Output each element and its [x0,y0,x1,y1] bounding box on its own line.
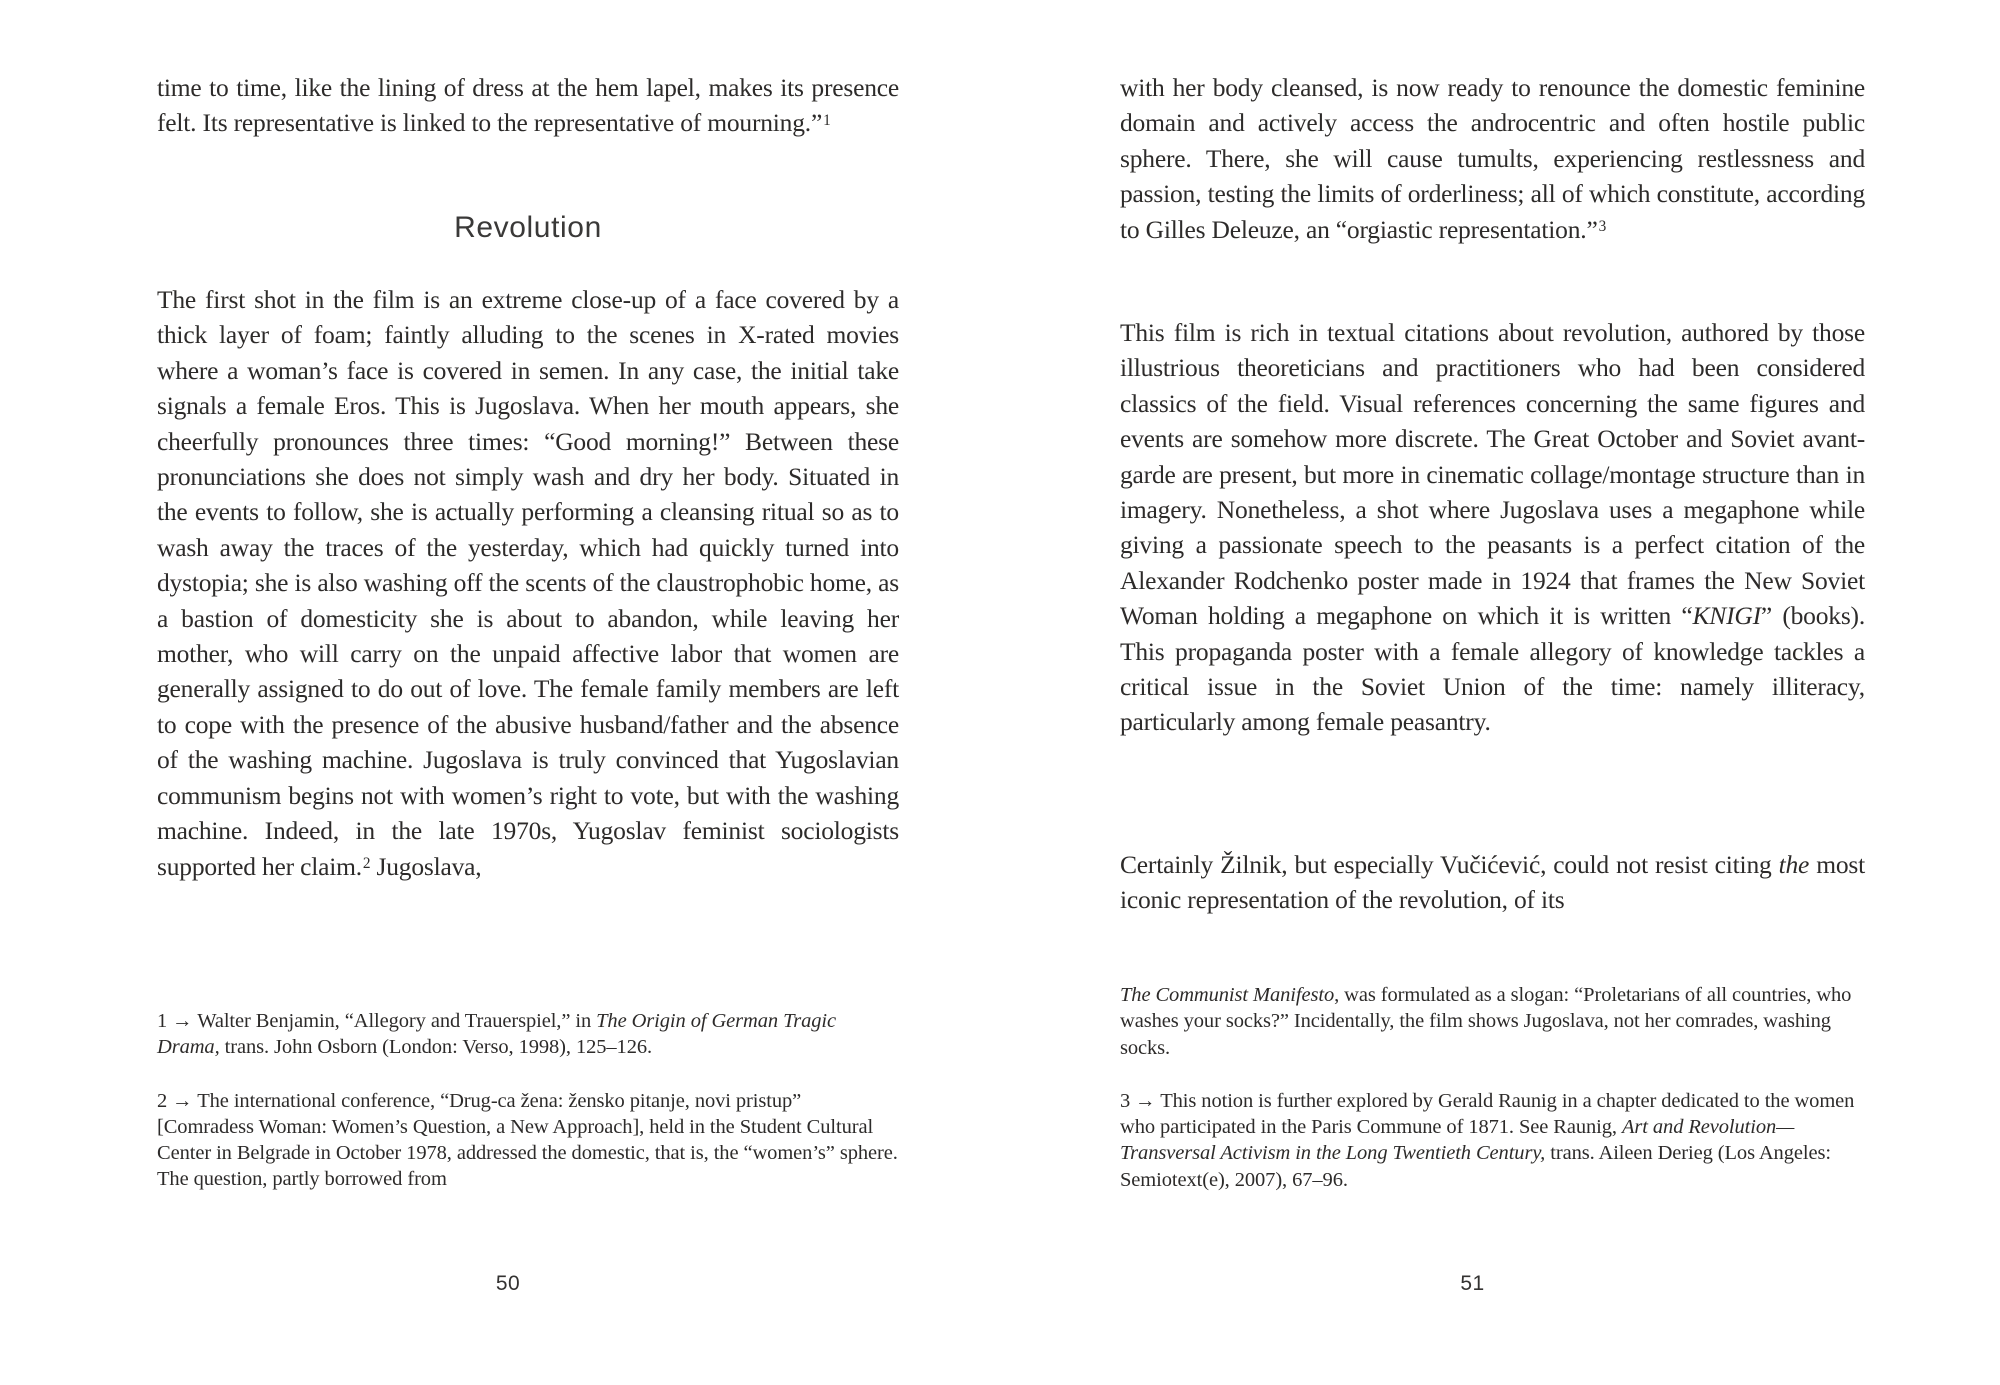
footnote-1: 1 → Walter Benjamin, “Allegory and Trauerspiel,” in The Origin of German Tragic Drama, trans. John Osborn (London: Verso, 1998), 125–126. [157,1010,837,1059]
page-number-left: 50 [495,1272,521,1295]
page-right [1120,0,1865,1385]
right-paragraph-3: Certainly Žilnik, but especially Vučićević, could not resist citing the most iconic representation of the revolution, of its [1120,850,1865,915]
footnote-2-continuation: The Communist Manifesto, was formulated as a slogan: “Proletarians of all countries, who washes your socks?” Incidentally, the film shows Jugoslava, not her comrades, washing socks. [1120,984,1852,1059]
right-paragraph-2: This film is rich in textual citations about revolution, authored by those illustrious theoreticians and practitioners who had been considered classics of the field. Visual references concerning the same figures and events are somehow more discrete. The Great October and Soviet avant-garde are present, but more in cinematic collage/montage structure than in imagery. Nonetheless, a shot where Jugoslava uses a megaphone while giving a passionate speech to the peasants is a perfect citation of the Alexander Rodchenko poster made in 1924 that frames the New Soviet Woman holding a megaphone on which it is written “KNIGI” (books). This propaganda poster with a female allegory of knowledge tackles a critical issue in the Soviet Union of the time: namely illiteracy, particularly among female peasantry. [1120,318,1866,737]
left-main-paragraph: The first shot in the film is an extreme close-up of a face covered by a thick layer of foam; faintly alluding to the scenes in X-rated movies where a woman’s face is covered in semen. In any case, the initial take signals a female Eros. This is Jugoslava. When her mouth appears, she cheerfully pronounces three times: “Good morning!” Between these pronunciations she does not simply wash and dry her body. Situated in the events to follow, she is actually performing a cleansing ritual so as to wash away the traces of the yesterday, which had quickly turned into dystopia; she is also washing off the scents of the claustrophobic home, as a bastion of domesticity she is about to abandon, while leaving her mother, who will carry on the unpaid affective labor that women are generally assigned to do out of love. The female family members are left to cope with the presence of the abusive husband/father and the absence of the washing machine. Jugoslava is truly convinced that Yugoslavian communism begins not with women’s right to vote, but with the washing machine. Indeed, in the late 1970s, Yugoslav feminist sociologists supported her claim.$^2$ Jugoslava, [157,285,899,881]
footnote-3: 3 → This notion is further explored by Gerald Raunig in a chapter dedicated to the women who participated in the Paris Commune of 1871. See Raunig, Art and Revolution—Transversal Activism in the Long Twentieth Century, trans. Aileen Derieg (Los Angeles: Semiotext(e), 2007), 67–96. [1120,1089,1855,1191]
left-intro-paragraph: time to time, like the lining of dress at the hem lapel, makes its presence felt. Its representative is linked to the representative of mourning.”$^1$ [157,73,899,138]
left-footnotes [157,1008,899,1193]
page-number-right: 51 [1460,1272,1485,1295]
right-paragraph-1: with her body cleansed, is now ready to renounce the domestic feminine domain and actively access the androcentric and often hostile public sphere. There, she will cause tumults, experiencing restlessness and passion, testing the limits of orderliness; all of which constitute, according to Gilles Deleuze, an “orgiastic representation.”$^3$ [1120,73,1865,244]
footnote-2: 2 → The international conference, “Drug-ca žena: žensko pitanje, novi pristup” [Comradess Woman: Women’s Question, a New Approach], held in the Student Cultural Center in Belgrade in October 1978, addressed the domestic, that is, the “women’s” sphere. The question, partly borrowed from [157,1089,898,1191]
right-footnotes [1120,982,1865,1193]
page-left [157,0,899,1385]
section-heading-revolution: Revolution [454,211,602,244]
